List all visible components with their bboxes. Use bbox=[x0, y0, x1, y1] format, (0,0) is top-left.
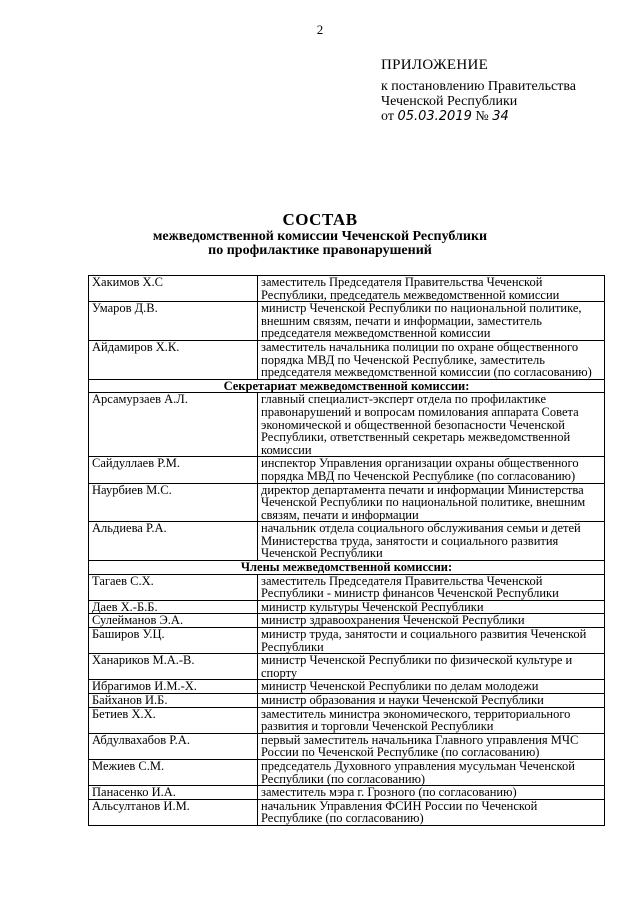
handwritten-number: 34 bbox=[492, 109, 509, 124]
member-position: председатель Духовного управления мусульман Чеченской Республики (по согласованию) bbox=[258, 759, 605, 785]
member-position: заместитель мэра г. Грозного (по согласованию) bbox=[258, 786, 605, 800]
member-position: министр Чеченской Республики по национальной политике, внешним связям, печати и информации, заместитель председателя межведомственной комиссии bbox=[258, 302, 605, 341]
member-row bbox=[89, 694, 605, 708]
member-position: заместитель Председателя Правительства Чеченской Республики, председатель межведомственной комиссии bbox=[258, 276, 605, 302]
date-prefix: от bbox=[381, 109, 394, 124]
handwritten-date: 05.03.2019 bbox=[397, 109, 472, 124]
subtitle-line-1: межведомственной комиссии Чеченской Республики bbox=[152, 229, 488, 244]
member-row bbox=[89, 614, 605, 628]
page-number: 2 bbox=[316, 22, 324, 37]
member-row bbox=[89, 799, 605, 825]
member-name: Байханов И.Б. bbox=[89, 694, 258, 708]
section-header-row bbox=[89, 561, 605, 575]
member-position: заместитель Председателя Правительства Чеченской Республики - министр финансов Чеченской Республики bbox=[258, 574, 605, 600]
member-row bbox=[89, 340, 605, 379]
appendix-line-2: Чеченской Республики bbox=[381, 94, 518, 109]
member-position: заместитель министра экономического, территориального развития и торговли Чеченской Республики bbox=[258, 707, 605, 733]
member-row bbox=[89, 733, 605, 759]
member-name: Сайдуллаев Р.М. bbox=[89, 457, 258, 483]
member-name: Альдиева Р.А. bbox=[89, 522, 258, 561]
member-name: Наурбиев М.С. bbox=[89, 483, 258, 522]
subtitle-line-2: по профилактике правонарушений bbox=[208, 243, 432, 258]
member-position: министр Чеченской Республики по физической культуре и спорту bbox=[258, 654, 605, 680]
member-position: заместитель начальника полиции по охране общественного порядка МВД по Чеченской Республике, заместитель председателя межведомственной комиссии (по согласованию) bbox=[258, 340, 605, 379]
commission-roster-table bbox=[88, 275, 605, 826]
member-position: директор департамента печати и информации Министерства Чеченской Республики по национальной политике, внешним связям, печати и информации bbox=[258, 483, 605, 522]
member-name: Хакимов Х.С bbox=[89, 276, 258, 302]
appendix-title: ПРИЛОЖЕНИЕ bbox=[381, 57, 489, 73]
member-row bbox=[89, 483, 605, 522]
member-position: главный специалист-эксперт отдела по профилактике правонарушений и вопросам помилования аппарата Совета экономической и общественной безопасности Чеченской Республики, ответственный секретарь межведомственной комиссии bbox=[258, 393, 605, 457]
member-name: Тагаев С.Х. bbox=[89, 574, 258, 600]
member-name: Умаров Д.В. bbox=[89, 302, 258, 341]
section-title: Члены межведомственной комиссии: bbox=[89, 561, 605, 575]
member-row bbox=[89, 574, 605, 600]
member-row bbox=[89, 786, 605, 800]
member-name: Бетиев Х.Х. bbox=[89, 707, 258, 733]
member-row bbox=[89, 628, 605, 654]
number-prefix: № bbox=[475, 109, 489, 124]
document-title: СОСТАВ bbox=[282, 210, 358, 229]
member-name: Абдулвахабов Р.А. bbox=[89, 733, 258, 759]
appendix-date-line bbox=[381, 109, 576, 124]
member-position: начальник отдела социального обслуживания семьи и детей Министерства труда, занятости и социального развития Чеченской Республики bbox=[258, 522, 605, 561]
member-position: министр здравоохранения Чеченской Республики bbox=[258, 614, 605, 628]
member-row bbox=[89, 276, 605, 302]
member-row bbox=[89, 393, 605, 457]
member-position: министр культуры Чеченской Республики bbox=[258, 600, 605, 614]
member-name: Арсамурзаев А.Л. bbox=[89, 393, 258, 457]
member-name: Панасенко И.А. bbox=[89, 786, 258, 800]
member-name: Баширов У.Ц. bbox=[89, 628, 258, 654]
section-header-row bbox=[89, 379, 605, 393]
document-subtitle bbox=[0, 230, 640, 258]
member-name: Сулейманов Э.А. bbox=[89, 614, 258, 628]
member-name: Даев Х.-Б.Б. bbox=[89, 600, 258, 614]
member-name: Ханариков М.А.-В. bbox=[89, 654, 258, 680]
member-row bbox=[89, 302, 605, 341]
member-name: Межиев С.М. bbox=[89, 759, 258, 785]
member-row bbox=[89, 600, 605, 614]
member-name: Альсултанов И.М. bbox=[89, 799, 258, 825]
member-name: Айдамиров Х.К. bbox=[89, 340, 258, 379]
member-position: министр труда, занятости и социального развития Чеченской Республики bbox=[258, 628, 605, 654]
member-row bbox=[89, 707, 605, 733]
member-row bbox=[89, 522, 605, 561]
member-row bbox=[89, 759, 605, 785]
member-name: Ибрагимов И.М.-Х. bbox=[89, 680, 258, 694]
member-position: инспектор Управления организации охраны общественного порядка МВД по Чеченской Республике (по согласованию) bbox=[258, 457, 605, 483]
member-row bbox=[89, 654, 605, 680]
section-title: Секретариат межведомственной комиссии: bbox=[89, 379, 605, 393]
member-row bbox=[89, 457, 605, 483]
member-position: министр образования и науки Чеченской Республики bbox=[258, 694, 605, 708]
member-position: первый заместитель начальника Главного управления МЧС России по Чеченской Республике (по согласованию) bbox=[258, 733, 605, 759]
appendix-line-1: к постановлению Правительства bbox=[381, 79, 577, 94]
member-position: министр Чеченской Республики по делам молодежи bbox=[258, 680, 605, 694]
appendix-block bbox=[381, 58, 576, 124]
member-row bbox=[89, 680, 605, 694]
member-position: начальник Управления ФСИН России по Чеченской Республике (по согласованию) bbox=[258, 799, 605, 825]
